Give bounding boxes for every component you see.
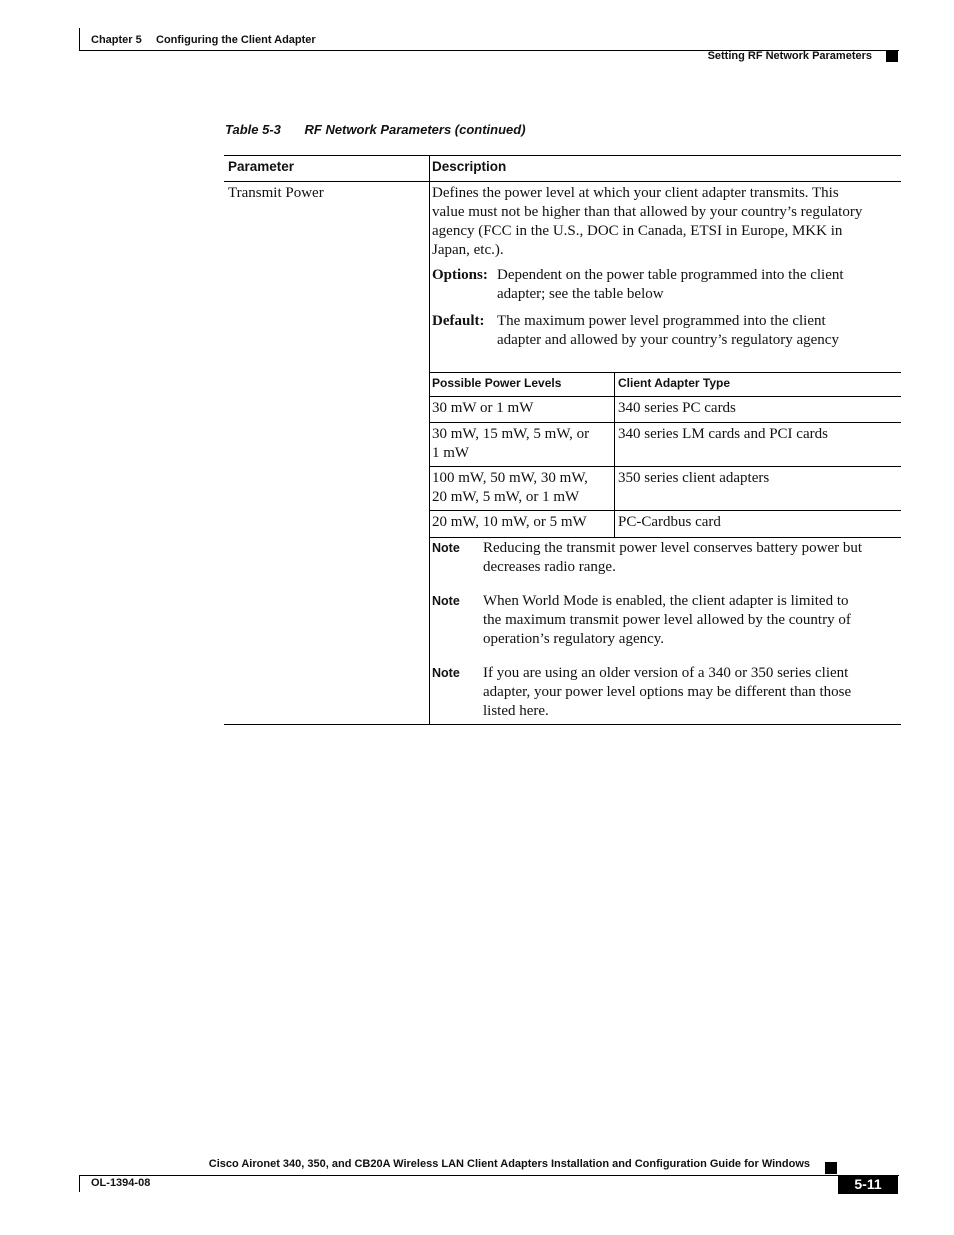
table-caption-number: Table 5-3 [225, 122, 281, 137]
options-label: Options: [432, 267, 488, 283]
power-levels-line: 30 mW, 15 mW, 5 mW, or [432, 426, 590, 442]
note-line: operation’s regulatory agency. [483, 631, 665, 647]
header-chapter: Chapter 5 [91, 34, 142, 46]
note-label: Note [432, 594, 460, 608]
default-line: The maximum power level programmed into the client [497, 313, 826, 329]
column-header-description: Description [432, 159, 507, 174]
note-label: Note [432, 541, 460, 555]
power-levels-cell: 20 mW, 10 mW, or 5 mW [432, 514, 587, 530]
default-label: Default: [432, 313, 485, 329]
power-levels-line: 100 mW, 50 mW, 30 mW, [432, 470, 588, 486]
adapter-type-cell: 340 series LM cards and PCI cards [618, 426, 828, 442]
parameter-transmit-power: Transmit Power [228, 185, 324, 201]
table-caption-title: RF Network Parameters (continued) [304, 122, 526, 137]
note-text [483, 664, 851, 721]
header-marker-block [886, 50, 898, 62]
power-table-header-levels: Possible Power Levels [432, 376, 562, 390]
note-line: Reducing the transmit power level conserves battery power but [483, 540, 863, 556]
power-table-row-rule [429, 510, 901, 511]
footer-marker-block [825, 1162, 837, 1174]
table-top-rule [224, 155, 901, 156]
note-line: the maximum transmit power level allowed by the country of [483, 612, 851, 628]
power-levels-cell [432, 425, 589, 463]
table-bottom-rule [224, 724, 901, 725]
options-line: Dependent on the power table programmed into the client [497, 267, 844, 283]
power-table-header-type: Client Adapter Type [618, 376, 731, 390]
note-line: listed here. [483, 703, 549, 719]
table-header-rule [224, 181, 901, 182]
footer-doc-number: OL-1394-08 [91, 1177, 151, 1189]
column-header-parameter: Parameter [228, 159, 295, 174]
power-table-row-rule [429, 466, 901, 467]
power-table-header-rule [429, 396, 901, 397]
note-text [483, 539, 862, 577]
power-table-top-rule [429, 372, 901, 373]
description-line: Defines the power level at which your client adapter transmits. This [432, 185, 839, 201]
options-line: adapter; see the table below [497, 286, 664, 302]
options-text [497, 266, 844, 304]
header-chapter-title: Configuring the Client Adapter [156, 34, 316, 46]
note-label: Note [432, 666, 460, 680]
note-line: adapter, your power level options may be different than those [483, 684, 852, 700]
description-line: Japan, etc.). [432, 242, 504, 258]
note-line: When World Mode is enabled, the client adapter is limited to [483, 593, 849, 609]
default-line: adapter and allowed by your country’s regulatory agency [497, 332, 839, 348]
power-table-row-rule [429, 422, 901, 423]
header-section-title: Setting RF Network Parameters [707, 50, 872, 62]
adapter-type-cell: PC-Cardbus card [618, 514, 721, 530]
adapter-type-cell: 340 series PC cards [618, 400, 736, 416]
power-levels-cell: 30 mW or 1 mW [432, 400, 534, 416]
default-text [497, 312, 839, 350]
footer-left-rule [79, 1175, 80, 1192]
description-line: agency (FCC in the U.S., DOC in Canada, ETSI in Europe, MKK in [432, 223, 843, 239]
note-line: decreases radio range. [483, 559, 616, 575]
adapter-type-cell: 350 series client adapters [618, 470, 770, 486]
power-table-bottom-rule [429, 537, 901, 538]
footer-page-number: 5-11 [838, 1175, 898, 1194]
footer-guide-title: Cisco Aironet 340, 350, and CB20A Wireless LAN Client Adapters Installation and Configuration Guide for Windows [208, 1158, 810, 1170]
power-levels-cell [432, 469, 588, 507]
footer-rule [79, 1175, 899, 1176]
note-text [483, 592, 851, 649]
power-levels-line: 20 mW, 5 mW, or 1 mW [432, 489, 580, 505]
table-column-divider [429, 155, 430, 725]
description-text [432, 184, 902, 260]
power-table-column-divider [614, 372, 615, 538]
table-caption [225, 122, 526, 137]
power-levels-line: 1 mW [432, 445, 470, 461]
note-line: If you are using an older version of a 340 or 350 series client [483, 665, 849, 681]
header-left-rule [79, 28, 80, 51]
description-line: value must not be higher than that allowed by your country’s regulatory [432, 204, 863, 220]
